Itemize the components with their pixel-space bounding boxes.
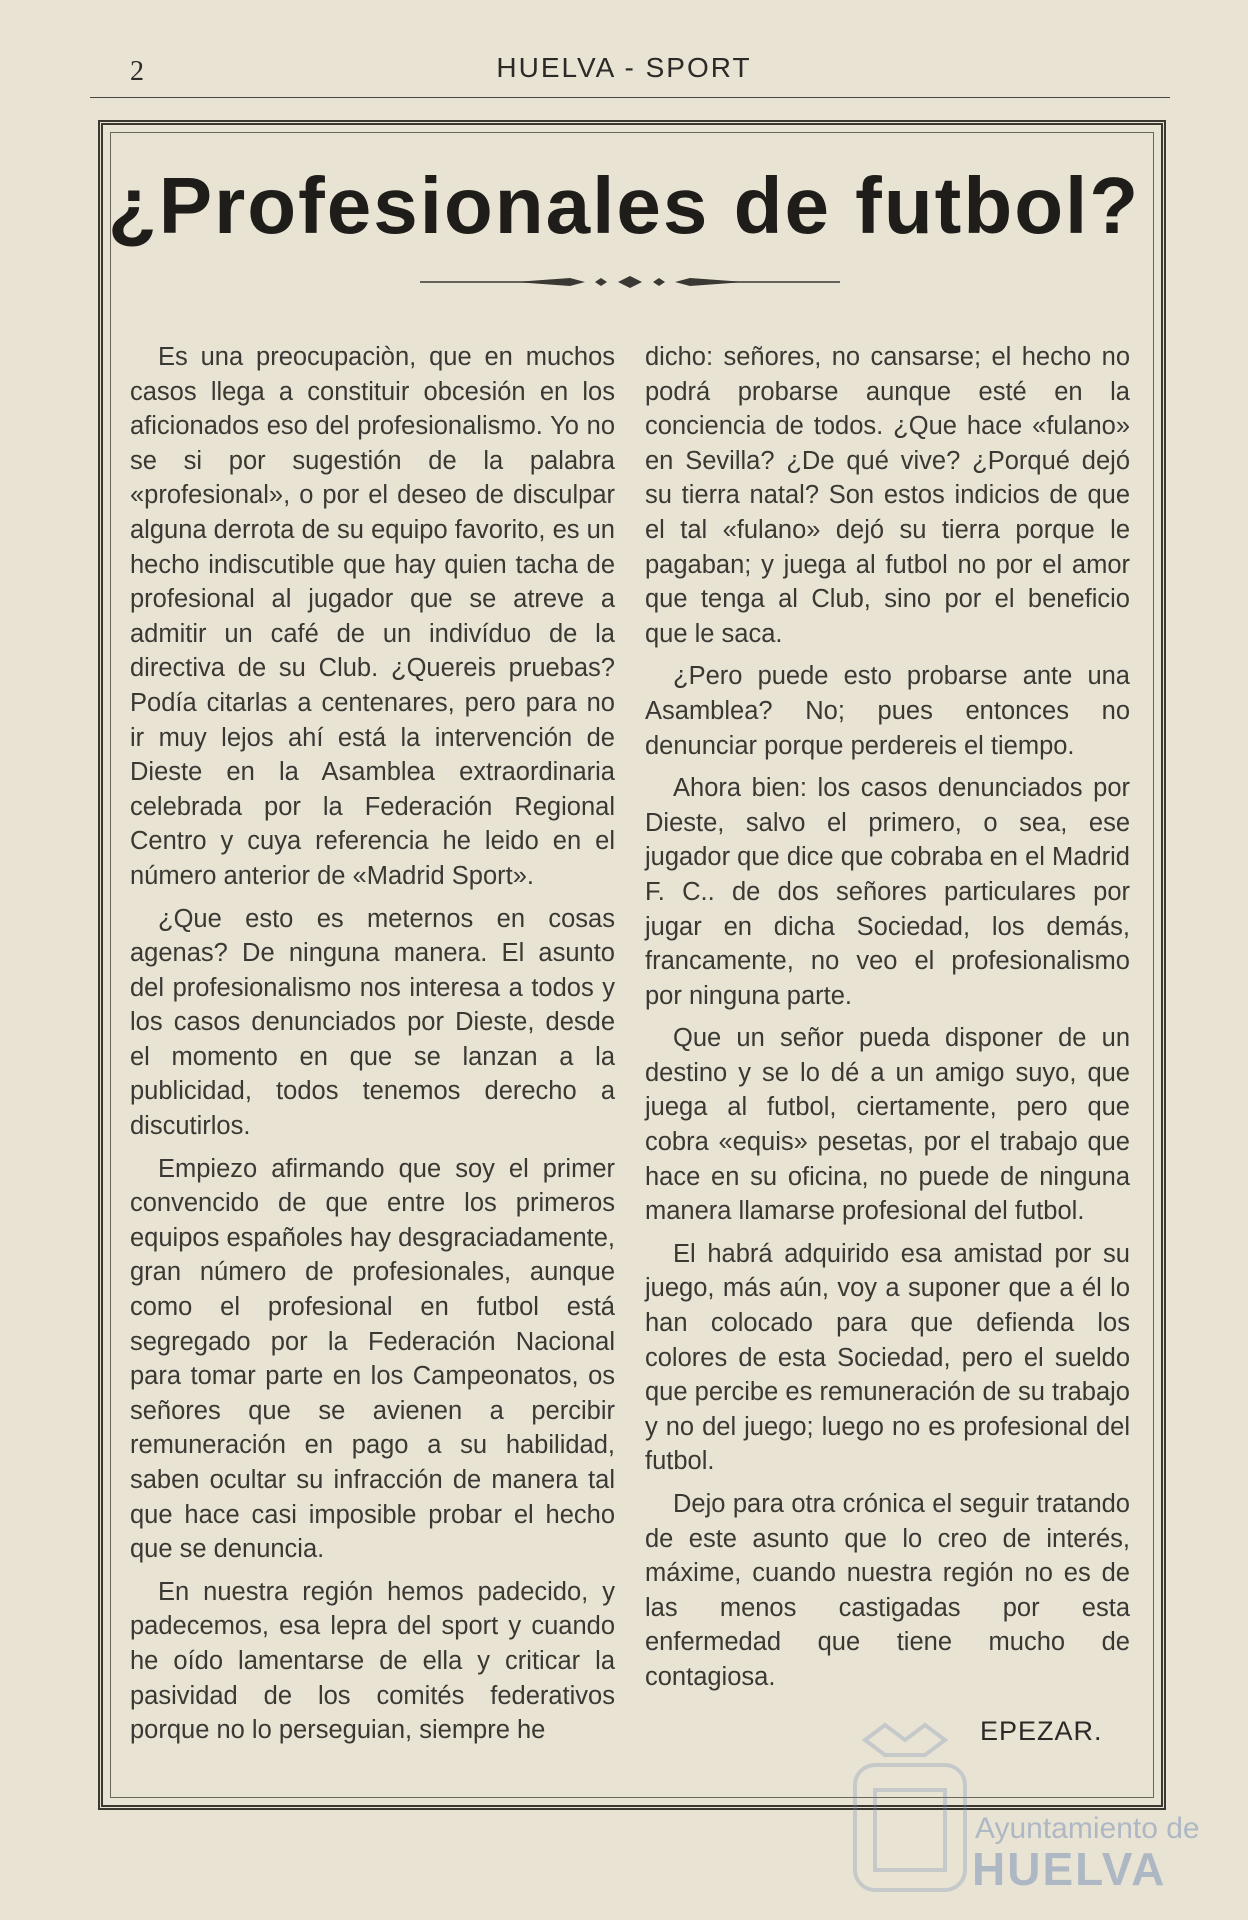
signature: EPEZAR. [980,1716,1103,1746]
running-head: HUELVA - SPORT [496,52,752,83]
paragraph: Dejo para otra crónica el seguir tratando de este asunto que lo creo de interés, máxime, cuando nuestra región no es de las menos castigadas por esta enfermedad que tiene mucho de contagiosa. [645,1490,1130,1691]
watermark-line2: HUELVA [972,1843,1167,1895]
paragraph: El habrá adquirido esa amistad por su juego, más aún, voy a suponer que a él lo han colocado para que defienda los colores de esta Sociedad, pero el sueldo que percibe es remuneración de su trabajo y no del juego; luego no es profesional del futbol. [645,1239,1130,1476]
paragraph: dicho: señores, no cansarse; el hecho no podrá probarse aunque esté en la conciencia de todos. ¿Que hace «fulano» en Sevilla? ¿De qué vive? ¿Porqué dejó su tierra natal? Son estos indicios de que el tal «fulano» dejó su tierra porque le pagaban; y juega al futbol no por el amor que tenga al Club, sino por el beneficio que le saca. [645,343,1130,648]
right-column [645,340,1130,1703]
header-rule [90,97,1170,98]
paragraph: En nuestra región hemos padecido, y padecemos, esa lepra del sport y cuando he oído lamentarse de ella y criticar la pasividad de los comités federativos porque no lo perseguian, siempre he [130,1577,615,1745]
paragraph: ¿Que esto es meternos en cosas agenas? De ninguna manera. El asunto del profesionalismo nos interesa a todos y los casos denunciados por Dieste, desde el momento en que se lanzan a la publicidad, todos tenemos derecho a discutirlos. [130,904,615,1141]
article-title: ¿Profesionales de futbol? [107,161,1141,250]
page-number: 2 [130,56,144,87]
paragraph: Empiezo afirmando que soy el primer convencido de que entre los primeros equipos españoles hay desgraciadamente, gran número de profesionales, aunque como el profesional en futbol está segregado por la Federación Nacional para tomar parte en los Campeonatos, os señores que se avienen a percibir remuneración en pago a su habilidad, saben ocultar su infracción de manera tal que hace casi imposible probar el hecho que se denuncia. [130,1154,615,1564]
paragraph: Ahora bien: los casos denunciados por Dieste, salvo el primero, o sea, ese jugador que dice que cobraba en el Madrid F. C.. de dos señores particulares por jugar en dicha Sociedad, los demás, francamente, no veo el profesionalismo por ninguna parte. [645,774,1130,1010]
paragraph: ¿Pero puede esto probarse ante una Asamblea? No; pues entonces no denunciar porque perdereis el tiempo. [645,662,1130,760]
paragraph: Es una preocupaciòn, que en muchos casos llega a constituir obcesión en los aficionados eso del profesionalismo. Yo no se si por sugestión de la palabra «profesional», o por el deseo de disculpar alguna derrota de su equipo favorito, es un hecho indiscutible que hay quien tacha de profesional al jugador que se atreve a admitir un café de un indivíduo de la directiva de su Club. ¿Quereis pruebas? Podía citarlas a centenares, pero para no ir muy lejos ahí está la intervención de Dieste en la Asamblea extraordinaria celebrada por la Federación Regional Centro y cuya referencia he leido en el número anterior de «Madrid Sport». [130,343,615,890]
left-column [130,340,615,1756]
watermark-line1: Ayuntamiento de [975,1812,1200,1845]
title-ornament [420,272,840,292]
paragraph: Que un señor pueda disponer de un destino y se lo dé a un amigo suyo, que juega al futbol, ciertamente, pero que cobra «equis» pesetas, por el trabajo que hace en su oficina, no puede de ninguna manera llamarse profesional del futbol. [645,1024,1130,1226]
